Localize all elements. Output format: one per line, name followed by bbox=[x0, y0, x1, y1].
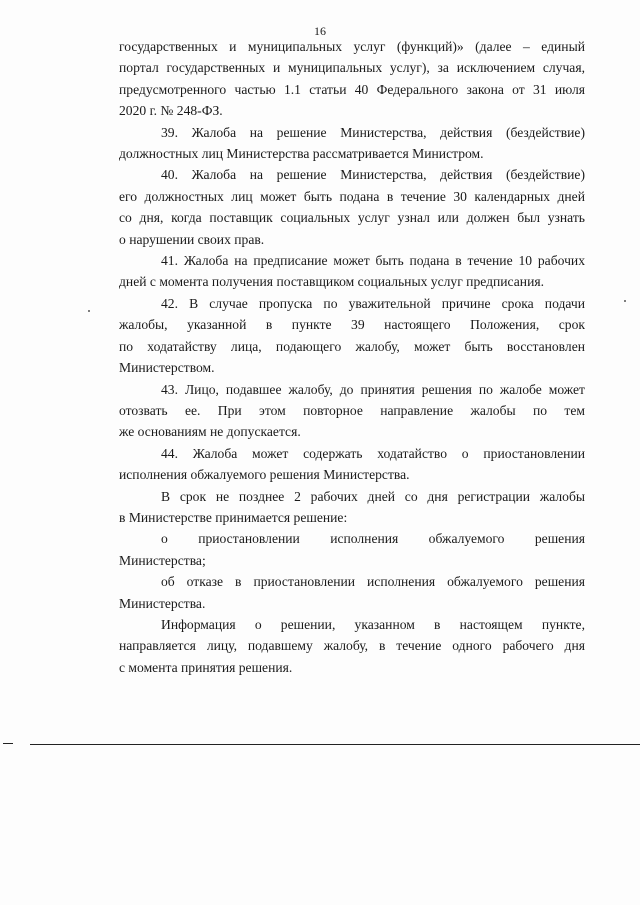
text-line: направляется лицу, подавшему жалобу, в течение одного рабочего дня bbox=[119, 638, 585, 654]
scan-speck bbox=[88, 310, 90, 312]
text-line: портал государственных и муниципальных услуг), за исключением случая, bbox=[119, 60, 585, 76]
text-line: В срок не позднее 2 рабочих дней со дня регистрации жалобы bbox=[161, 488, 585, 504]
paragraph-44 bbox=[119, 443, 585, 486]
paragraph-deadline bbox=[119, 486, 585, 529]
paragraph-43 bbox=[119, 379, 585, 443]
page-number: 16 bbox=[314, 24, 326, 38]
footer-rule bbox=[30, 744, 640, 745]
text-line: 41. Жалоба на предписание может быть подана в течение 10 рабочих bbox=[161, 253, 585, 269]
paragraph-continuation bbox=[119, 36, 585, 122]
text-line: 44. Жалоба может содержать ходатайство о приостановлении bbox=[161, 445, 585, 461]
paragraph-option-suspend bbox=[119, 528, 585, 571]
text-line: с момента принятия решения. bbox=[119, 659, 293, 675]
paragraph-42 bbox=[119, 293, 585, 379]
text-line: исполнения обжалуемого решения Министерства. bbox=[119, 467, 410, 483]
text-line: 2020 г. № 248-ФЗ. bbox=[119, 103, 223, 119]
text-line: о нарушении своих прав. bbox=[119, 231, 265, 247]
text-line: должностных лиц Министерства рассматривается Министром. bbox=[119, 146, 484, 162]
text-line: 42. В случае пропуска по уважительной причине срока подачи bbox=[161, 295, 585, 311]
text-line: по ходатайству лица, подающего жалобу, может быть восстановлен bbox=[119, 338, 585, 354]
text-line: Министерства; bbox=[119, 552, 206, 568]
text-line: его должностных лиц может быть подана в течение 30 календарных дней bbox=[119, 188, 585, 204]
text-line: отозвать ее. При этом повторное направление жалобы по тем bbox=[119, 402, 585, 418]
text-line: Министерства. bbox=[119, 595, 206, 611]
paragraph-41 bbox=[119, 250, 585, 293]
scan-speck bbox=[624, 300, 626, 302]
scan-edge-mark bbox=[3, 743, 13, 744]
text-line: 40. Жалоба на решение Министерства, действия (бездействие) bbox=[161, 167, 585, 183]
text-line: 39. Жалоба на решение Министерства, действия (бездействие) bbox=[161, 124, 585, 140]
text-line: со дня, когда поставщик социальных услуг узнал или должен был узнать bbox=[119, 210, 585, 226]
paragraph-40 bbox=[119, 164, 585, 250]
paragraph-39 bbox=[119, 122, 585, 165]
text-line: об отказе в приостановлении исполнения обжалуемого решения bbox=[161, 574, 585, 590]
text-line: 43. Лицо, подавшее жалобу, до принятия решения по жалобе может bbox=[161, 381, 585, 397]
text-line: в Министерстве принимается решение: bbox=[119, 509, 348, 525]
paragraph-option-refuse bbox=[119, 571, 585, 614]
text-line: Министерством. bbox=[119, 360, 215, 376]
text-line: о приостановлении исполнения обжалуемого решения bbox=[161, 531, 585, 547]
paragraph-information bbox=[119, 614, 585, 678]
document-body bbox=[119, 36, 585, 678]
text-line: предусмотренного частью 1.1 статьи 40 Федерального закона от 31 июля bbox=[119, 81, 585, 97]
text-line: же основаниям не допускается. bbox=[119, 424, 301, 440]
text-line: государственных и муниципальных услуг (функций)» (далее – единый bbox=[119, 39, 585, 54]
text-line: дней с момента получения поставщиком социальных услуг предписания. bbox=[119, 274, 544, 290]
text-line: жалобы, указанной в пункте 39 настоящего Положения, срок bbox=[119, 317, 585, 333]
text-line: Информация о решении, указанном в настоящем пункте, bbox=[161, 616, 585, 632]
